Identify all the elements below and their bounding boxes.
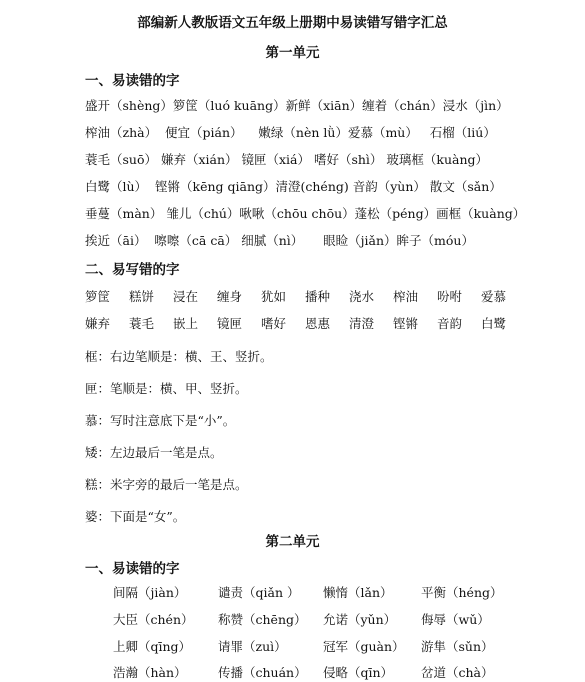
read-word: 间隔（jiàn） bbox=[113, 585, 187, 600]
write-word: 浸在 bbox=[173, 289, 199, 304]
write-word: 嵌上 bbox=[173, 316, 199, 331]
write-word: 恩惠 bbox=[305, 316, 331, 331]
write-word: 箩筐 bbox=[85, 289, 111, 304]
unit1-read-heading: 一、易读错的字 bbox=[85, 73, 180, 89]
write-word: 蓑毛 bbox=[129, 316, 155, 331]
document-title: 部编新人教版语文五年级上册期中易读错写错字汇总 bbox=[137, 15, 448, 31]
read-word: 懒惰（lǎn） bbox=[323, 585, 393, 600]
read-word: 称赞（chēng） bbox=[218, 612, 307, 627]
unit1-read-line-2: 榨油（zhà） 便宜（pián） 嫩绿（nèn lǜ）爱慕（mù） 石榴（liú） bbox=[85, 125, 496, 140]
stroke-note: 慕：写时注意底下是“小”。 bbox=[85, 413, 236, 428]
unit1-write-row-2 bbox=[85, 314, 525, 332]
unit1-write-heading: 二、易写错的字 bbox=[85, 262, 180, 278]
unit1-title: 第一单元 bbox=[265, 45, 320, 61]
read-word: 浩瀚（hàn） bbox=[113, 665, 187, 680]
write-word: 音韵 bbox=[437, 316, 463, 331]
write-word: 犹如 bbox=[261, 289, 287, 304]
unit1-read-line-6: 挨近（āi） 嚓嚓（cā cā） 细腻（nì） 眼睑（jiǎn）眸子（móu） bbox=[85, 233, 474, 248]
stroke-note: 匣：笔顺是：横、甲、竖折。 bbox=[85, 381, 248, 396]
write-word: 播种 bbox=[305, 289, 331, 304]
read-word: 允诺（yǔn） bbox=[323, 612, 397, 627]
read-word: 侵略（qīn） bbox=[323, 665, 394, 680]
write-word: 爱慕 bbox=[481, 289, 507, 304]
unit2-read-heading: 一、易读错的字 bbox=[85, 561, 180, 577]
read-word: 上卿（qīng） bbox=[113, 639, 192, 654]
read-word: 冠军（guàn） bbox=[323, 639, 405, 654]
write-word: 糕饼 bbox=[129, 289, 155, 304]
write-word: 榨油 bbox=[393, 289, 419, 304]
unit2-title: 第二单元 bbox=[265, 534, 320, 550]
unit1-read-line-4: 白鹭（lù） 铿锵（kēng qiāng）清澄(chéng) 音韵（yùn） 散文（sǎn） bbox=[85, 179, 502, 194]
read-word: 谴责（qiǎn ） bbox=[218, 585, 300, 600]
stroke-note: 婆：下面是“女”。 bbox=[85, 509, 186, 524]
read-word: 请罪（zuì） bbox=[218, 639, 287, 654]
stroke-note: 糕：米字旁的最后一笔是点。 bbox=[85, 477, 248, 492]
write-word: 清澄 bbox=[349, 316, 375, 331]
read-word: 传播（chuán） bbox=[218, 665, 307, 680]
stroke-note: 框：右边笔顺是：横、王、竖折。 bbox=[85, 349, 273, 364]
read-word: 平衡（héng） bbox=[421, 585, 503, 600]
read-word: 岔道（chà） bbox=[421, 665, 494, 680]
read-word: 大臣（chén） bbox=[113, 612, 194, 627]
write-word: 嫌弃 bbox=[85, 316, 111, 331]
write-word: 浇水 bbox=[349, 289, 375, 304]
unit1-read-line-5: 垂蔓（màn） 雏儿（chú）啾啾（chōu chōu）蓬松（péng）画框（kuàng） bbox=[85, 206, 526, 221]
unit1-write-row-1 bbox=[85, 287, 525, 305]
write-word: 嗜好 bbox=[261, 316, 287, 331]
write-word: 吩咐 bbox=[437, 289, 463, 304]
write-word: 铿锵 bbox=[393, 316, 419, 331]
unit1-read-line-1: 盛开（shèng）箩筐（luó kuāng）新鲜（xiān）缠着（chán）浸水（jìn） bbox=[85, 98, 509, 113]
write-word: 白鹭 bbox=[481, 316, 507, 331]
unit1-read-line-3: 蓑毛（suō） 嫌弃（xián） 镜匣（xiá） 嗜好（shì） 玻璃框（kuàng） bbox=[85, 152, 489, 167]
read-word: 侮辱（wǔ） bbox=[421, 612, 490, 627]
write-word: 缠身 bbox=[217, 289, 243, 304]
stroke-note: 矮：左边最后一笔是点。 bbox=[85, 445, 223, 460]
read-word: 游隼（sǔn） bbox=[421, 639, 494, 654]
write-word: 镜匣 bbox=[217, 316, 243, 331]
